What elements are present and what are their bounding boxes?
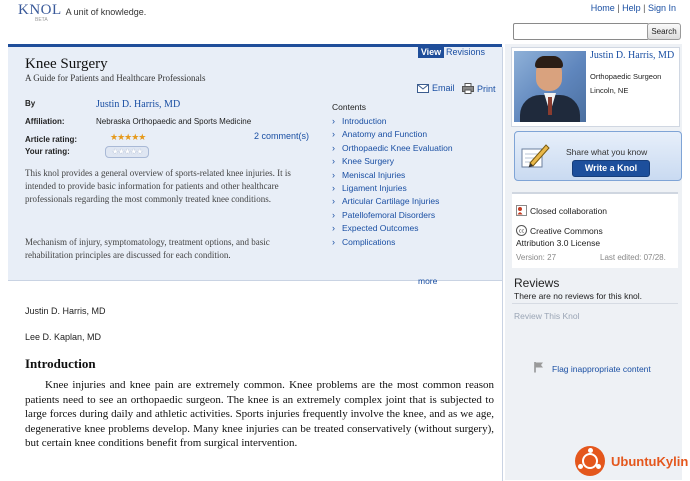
contents-link-knee-surgery[interactable]: Knee Surgery — [342, 156, 394, 167]
tab-view[interactable]: View — [418, 47, 444, 58]
more-link[interactable]: more — [418, 276, 438, 286]
contents-link-anatomy[interactable]: Anatomy and Function — [342, 129, 428, 140]
author-card-title: Orthopaedic Surgeon — [590, 72, 662, 81]
summary-paragraph: This knol provides a general overview of sports-related knee injuries. It is intended to provide basic information for patients and other healthcare professionals regarding the most commonly treated knee conditions. — [25, 168, 291, 204]
contents-link-evaluation[interactable]: Orthopaedic Knee Evaluation — [342, 142, 453, 153]
contents-link-ligament[interactable]: Ligament Injuries — [342, 182, 407, 193]
collaboration-type: Closed collaboration — [530, 206, 608, 216]
page-subtitle: A Guide for Patients and Healthcare Professionals — [25, 73, 206, 83]
contents-link-patellofemoral[interactable]: Patellofemoral Disorders — [342, 209, 436, 220]
write-a-knol-button[interactable]: Write a Knol — [572, 160, 650, 177]
author-card-location: Lincoln, NE — [590, 86, 629, 95]
last-edited: Last edited: 07/28. — [600, 253, 666, 262]
closed-collaboration-icon — [516, 205, 527, 216]
your-rating-stars[interactable]: ★★★★★ — [105, 146, 149, 158]
home-link[interactable]: Home — [590, 3, 615, 13]
watermark-text: UbuntuKylin — [611, 453, 689, 469]
comments-link[interactable]: 2 comment(s) — [254, 131, 310, 141]
byline: Justin D. Harris, MD — [25, 306, 106, 316]
section-heading: Introduction — [25, 356, 96, 371]
your-rating-label: Your rating: — [25, 147, 70, 156]
search-button[interactable]: Search — [647, 23, 681, 40]
license-name: Creative Commons — [530, 226, 603, 236]
version-number: Version: 27 — [516, 253, 557, 262]
contents-list — [332, 115, 453, 249]
intro-paragraph: Knee injuries and knee pain are extremely common. Knee problems are the most common reason patients need to see an orthopaedic surgeon. The knee is an extremely complex joint that is subjected to large forces during daily and athletic activities. Sports injuries frequently involve the knee, and as we age, degenerative knee problems develop. Many knee injuries can be treated conservatively (without surgery), but certain knee conditions benefit from surgical intervention. — [25, 379, 494, 450]
logo-beta: BETA — [35, 17, 48, 23]
author-card-name[interactable]: Justin D. Harris, MD — [590, 50, 675, 61]
page-title: Knee Surgery — [25, 56, 108, 72]
byline: Lee D. Kaplan, MD — [25, 332, 102, 342]
search-input[interactable] — [513, 23, 649, 40]
author-link[interactable]: Justin D. Harris, MD — [96, 99, 181, 110]
contents-link-complications[interactable]: Complications — [342, 236, 396, 247]
printer-icon — [462, 83, 474, 94]
contents-title: Contents — [332, 102, 367, 112]
contents-link-meniscal[interactable]: Meniscal Injuries — [342, 169, 406, 180]
contents-link-introduction[interactable]: Introduction — [342, 116, 387, 126]
logo-tagline: A unit of knowledge. — [65, 7, 147, 17]
top-links: Home | Help | Sign In — [590, 3, 676, 13]
print-label: Print — [477, 83, 496, 94]
affiliation-value: Nebraska Orthopaedic and Sports Medicine — [96, 117, 252, 126]
knol-logo[interactable] — [18, 2, 147, 23]
flag-inappropriate-link[interactable]: Flag inappropriate content — [552, 364, 651, 374]
author-photo[interactable] — [514, 51, 586, 122]
contents-link-cartilage[interactable]: Articular Cartilage Injuries — [342, 196, 440, 207]
print-button[interactable] — [462, 83, 496, 94]
svg-text:cc: cc — [518, 228, 525, 235]
email-button[interactable] — [417, 83, 455, 93]
sign-in-link[interactable]: Sign In — [647, 3, 676, 13]
logo-mark: KNOL — [18, 2, 62, 18]
license-version: Attribution 3.0 License — [516, 238, 601, 248]
ubuntu-logo-icon — [575, 446, 605, 476]
ubuntukylin-watermark — [575, 446, 688, 476]
affiliation-label: Affiliation: — [25, 117, 65, 126]
contents-section — [332, 102, 453, 249]
email-label: Email — [432, 83, 455, 93]
envelope-icon — [417, 84, 429, 93]
review-this-knol-link[interactable]: Review This Knol — [514, 311, 580, 321]
by-label: By — [25, 99, 36, 108]
contents-link-outcomes[interactable]: Expected Outcomes — [342, 223, 419, 234]
divider — [512, 303, 678, 304]
creative-commons-icon — [516, 225, 527, 236]
help-link[interactable]: Help — [622, 3, 641, 13]
reviews-empty-text: There are no reviews for this knol. — [514, 291, 643, 301]
tab-revisions[interactable]: Revisions — [446, 47, 486, 57]
reviews-heading: Reviews — [514, 276, 560, 290]
summary-paragraph: Mechanism of injury, symptomatology, treatment options, and basic rehabilitation principles are discussed for each condition. — [25, 237, 270, 260]
flag-icon — [533, 361, 545, 373]
write-prompt: Share what you know — [566, 147, 648, 157]
article-rating-label: Article rating: — [25, 135, 78, 144]
pencil-paper-icon — [520, 141, 550, 171]
article-rating-stars: ★★★★★ — [110, 132, 146, 142]
